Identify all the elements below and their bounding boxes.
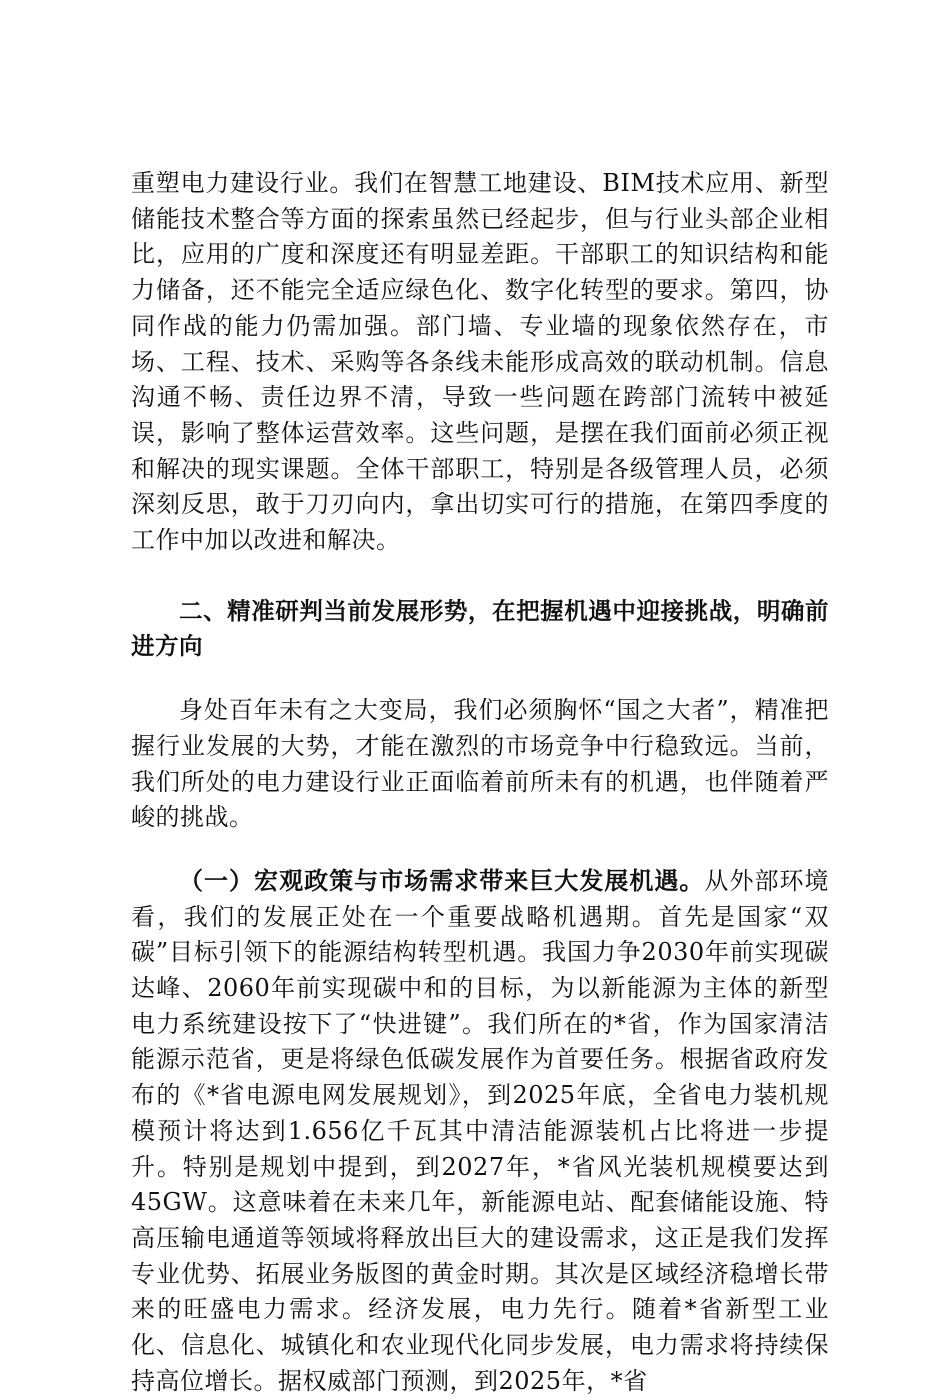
paragraph-continued: 重塑电力建设行业。我们在智慧工地建设、BIM技术应用、新型储能技术整合等方面的探索虽然已经起步，但与行业头部企业相比，应用的广度和深度还有明显差距。干部职工的知识结构和能力储备，还不能完全适应绿色化、数字化转型的要求。第四，协同作战的能力仍需加强。部门墙、专业墙的现象依然存在，市场、工程、技术、采购等各条线未能形成高效的联动机制。信息沟通不畅、责任边界不清，导致一些问题在跨部门流转中被延误，影响了整体运营效率。这些问题，是摆在我们面前必须正视和解决的现实课题。全体干部职工，特别是各级管理人员，必须深刻反思，敢于刀刃向内，拿出切实可行的措施，在第四季度的工作中加以改进和解决。 <box>131 169 829 555</box>
paragraph-opportunity <box>131 864 829 1400</box>
paragraph-opportunity-body: 从外部环境看，我们的发展正处在一个重要战略机遇期。首先是国家“双碳”目标引领下的能源结构转型机遇。我国力争2030年前实现碳达峰、2060年前实现碳中和的目标，为以新能源为主体的新型电力系统建设按下了“快进键”。我们所在的*省，作为国家清洁能源示范省，更是将绿色低碳发展作为首要任务。根据省政府发布的《*省电源电网发展规划》，到2025年底，全省电力装机规模预计将达到1.656亿千瓦其中清洁能源装机占比将进一步提升。特别是规划中提到，到2027年，*省风光装机规模要达到45GW。这意味着在未来几年，新能源电站、配套储能设施、特高压输电通道等领域将释放出巨大的建设需求，这正是我们发挥专业优势、拓展业务版图的黄金时期。其次是区域经济稳增长带来的旺盛电力需求。经济发展，电力先行。随着*省新型工业化、信息化、城镇化和农业现代化同步发展，电力需求将持续保持高位增长。据权威部门预测，到2025年，*省 <box>131 866 830 1395</box>
paragraph-situation: 身处百年未有之大变局，我们必须胸怀“国之大者”，精准把握行业发展的大势，才能在激烈的市场竞争中行稳致远。当前，我们所处的电力建设行业正面临着前所未有的机遇，也伴随着严峻的挑战。 <box>131 696 829 832</box>
subsection-lead: （一）宏观政策与市场需求带来巨大发展机遇。 <box>179 866 705 895</box>
section-heading: 二、精准研判当前发展形势，在把握机遇中迎接挑战，明确前进方向 <box>131 596 829 661</box>
document-body <box>131 166 829 1400</box>
